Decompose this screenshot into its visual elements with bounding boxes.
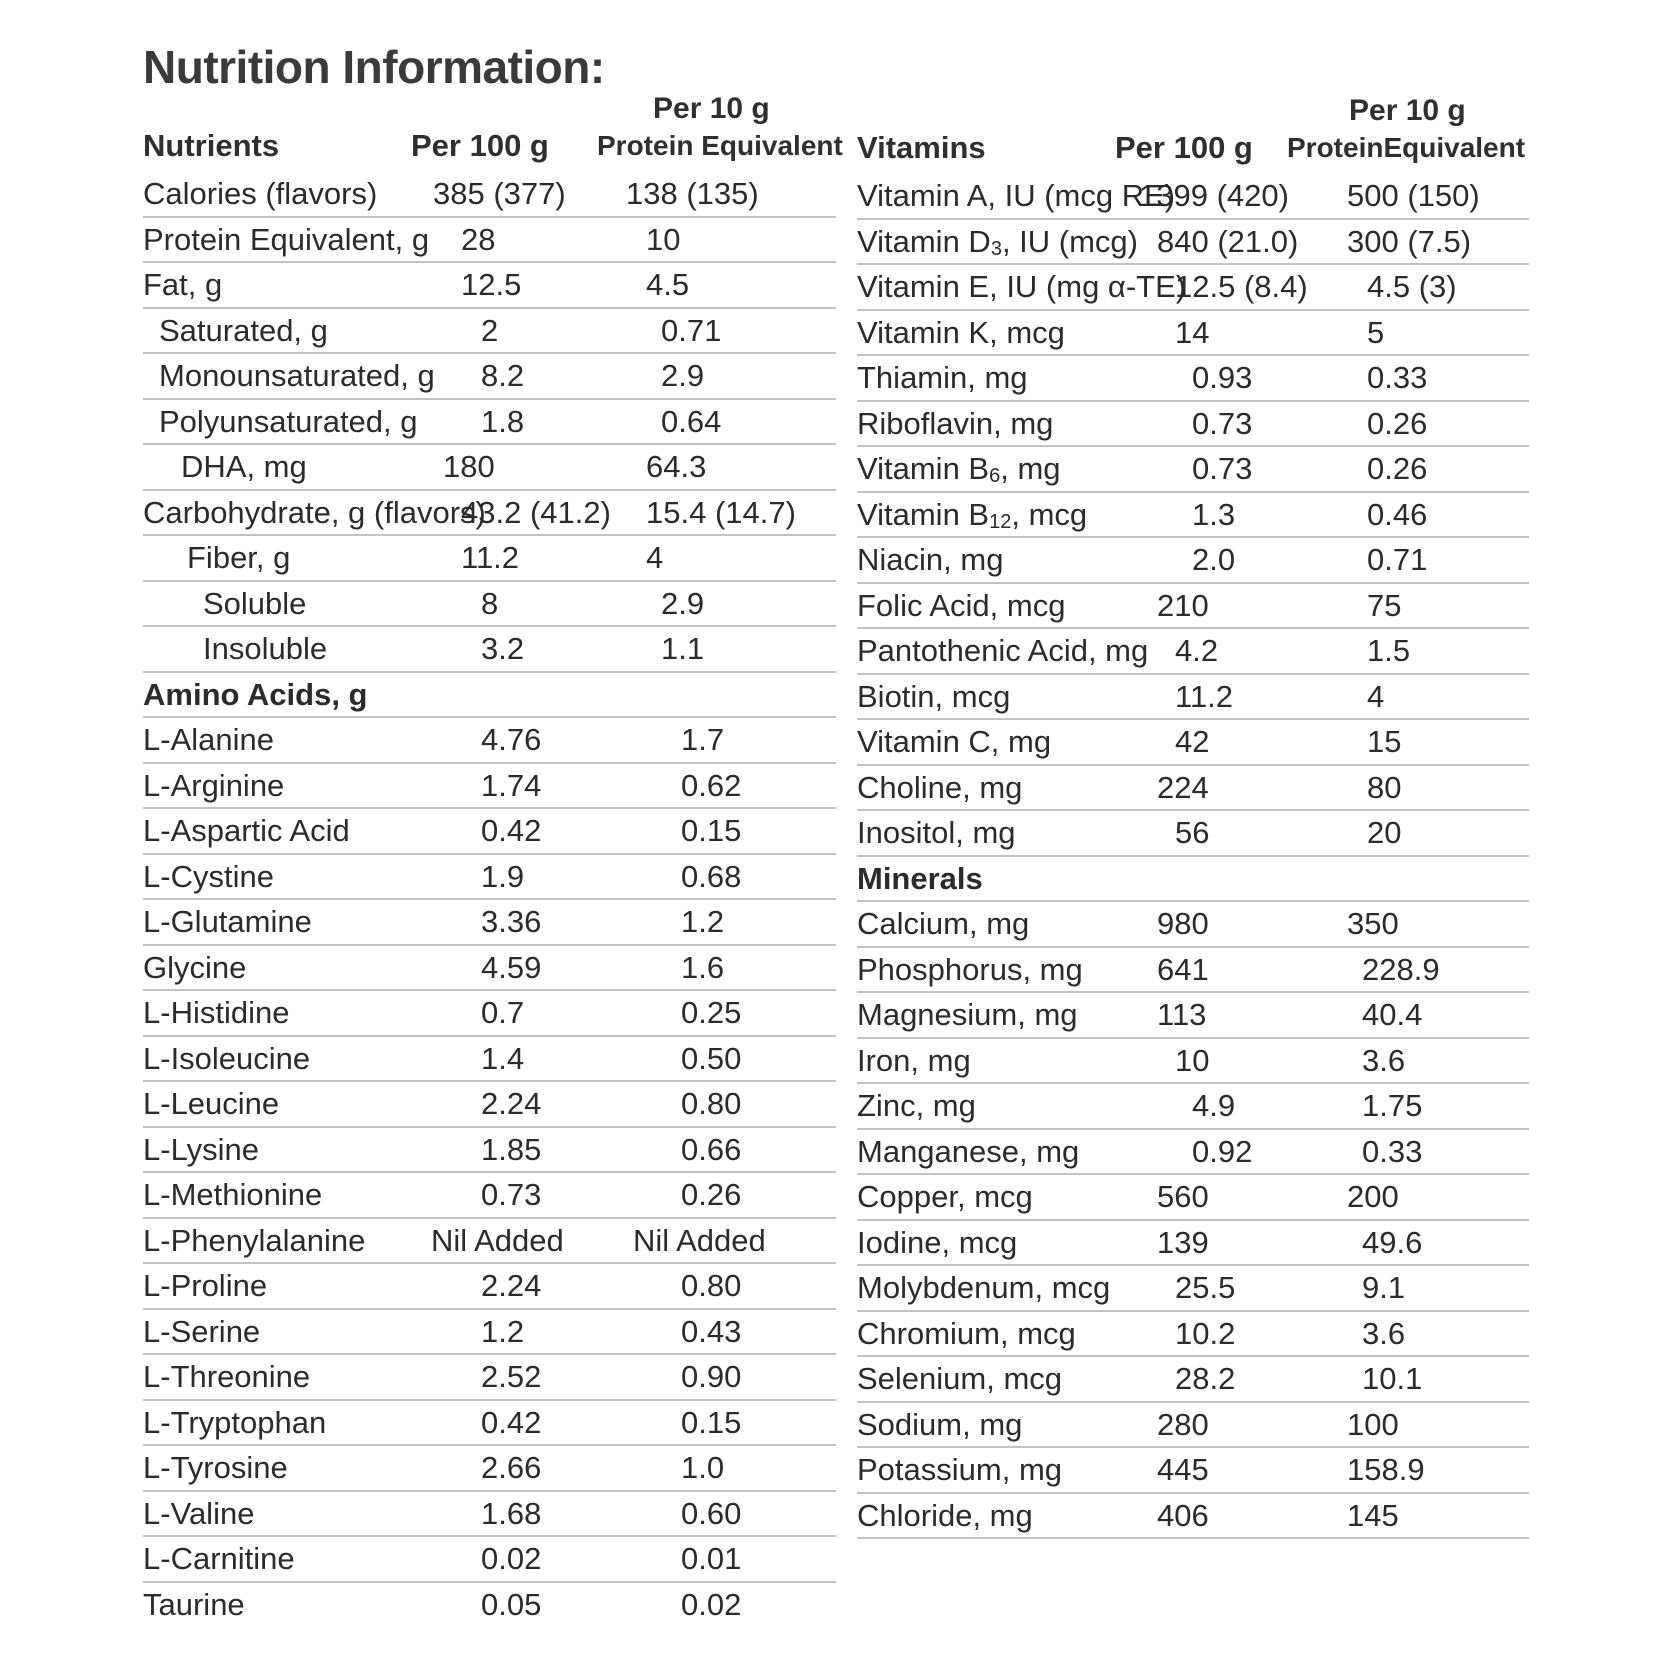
protein-equivalent-column-header: Protein Equivalent (597, 130, 843, 161)
per-10g-value: 0.01 (681, 1541, 742, 1576)
per-100g-value: 0.7 (481, 995, 525, 1030)
vitamins-table-body (857, 174, 1529, 1539)
per-10g-value: 0.33 (1367, 360, 1428, 395)
row-label-copper-mcg: Copper, mcg (857, 1179, 1033, 1214)
per-10g-value: 1.7 (681, 722, 725, 757)
per-10g-value: 0.90 (681, 1359, 742, 1394)
per-100g-value: 280 (1157, 1406, 1209, 1442)
table-row (857, 1403, 1529, 1449)
nutrients-table-header (143, 92, 843, 172)
per-10g-value: 158.9 (1347, 1452, 1425, 1487)
row-label-dha-mg: DHA, mg (181, 449, 307, 484)
per-10g-value: 0.15 (681, 1404, 742, 1440)
per-100g-value: 406 (1157, 1497, 1209, 1533)
per-10g-value: 1.1 (661, 631, 705, 666)
per-100g-column-header: Per 100 g (411, 128, 549, 163)
per-10g-value: 0.02 (681, 1586, 742, 1622)
row-label-vitamin-d3-iu-mcg: Vitamin $D_3$, IU (mcg) (857, 223, 1138, 260)
table-row (143, 1355, 836, 1401)
row-label-magnesium-mg: Magnesium, mg (857, 997, 1078, 1032)
per-10g-value: 0.25 (681, 995, 742, 1030)
row-label-chloride-mg: Chloride, mg (857, 1497, 1033, 1533)
per-100g-value: 1.9 (481, 858, 525, 894)
table-row (143, 1128, 836, 1174)
per-10g-value: 500 (150) (1347, 178, 1480, 213)
per-100g-value: 139 (1157, 1224, 1209, 1260)
per-100g-value: 8 (481, 585, 499, 621)
per-10g-value: Nil Added (633, 1222, 766, 1258)
row-label-l-methionine: L-Methionine (143, 1177, 323, 1212)
vitamins-table (857, 94, 1529, 1539)
table-row (857, 1357, 1529, 1403)
table-row (143, 1037, 836, 1083)
table-row (857, 447, 1529, 493)
row-label-carbohydrate-g-flavors: Carbohydrate, g (flavors) (143, 494, 486, 530)
table-row (143, 1583, 836, 1629)
row-label-saturated-g: Saturated, g (159, 312, 328, 348)
per-10g-value: 0.26 (681, 1177, 742, 1212)
row-label-minerals: Minerals (857, 860, 983, 896)
table-row (857, 993, 1529, 1039)
per-10g-value: 100 (1347, 1406, 1399, 1442)
table-row (857, 174, 1529, 220)
per-100g-value: 224 (1157, 769, 1209, 805)
page-title: Nutrition Information: (143, 41, 605, 93)
per-100g-value: 1.85 (481, 1131, 542, 1167)
table-row (143, 172, 836, 218)
per-100g-value: Nil Added (431, 1222, 564, 1258)
per-10g-value: 80 (1367, 769, 1402, 805)
row-label-fiber-g: Fiber, g (187, 540, 291, 575)
table-row (143, 1446, 836, 1492)
table-row (143, 536, 836, 582)
row-label-fat-g: Fat, g (143, 267, 223, 302)
row-label-l-threonine: L-Threonine (143, 1359, 311, 1394)
section-header-row (857, 857, 1529, 903)
per-100g-value: 1.8 (481, 403, 525, 439)
per-10g-value: 0.15 (681, 813, 742, 848)
per-100g-value: 113 (1157, 997, 1207, 1032)
per-100g-value: 0.93 (1192, 360, 1253, 395)
row-label-protein-equivalent-g: Protein Equivalent, g (143, 221, 430, 257)
per-100g-value: 25.5 (1175, 1270, 1236, 1305)
row-label-inositol-mg: Inositol, mg (857, 815, 1016, 850)
table-row (857, 311, 1529, 357)
per-100g-value: 560 (1157, 1179, 1209, 1214)
row-label-phosphorus-mg: Phosphorus, mg (857, 951, 1083, 987)
table-row (857, 902, 1529, 948)
row-label-l-lysine: L-Lysine (143, 1131, 260, 1167)
row-label-vitamin-c-mg: Vitamin C, mg (857, 724, 1052, 759)
row-label-soluble: Soluble (203, 585, 307, 621)
per-100g-value: 11.2 (1175, 678, 1234, 714)
per-100g-value: 2 (481, 312, 499, 348)
per-10g-value: 15 (1367, 724, 1402, 759)
table-row (143, 900, 836, 946)
per-10g-value: 0.60 (681, 1495, 742, 1531)
per-100g-value: 1.68 (481, 1495, 542, 1531)
nutrients-table-body (143, 172, 836, 1628)
per-100g-value: 0.73 (1192, 451, 1253, 486)
per-10g-value: 40.4 (1362, 997, 1423, 1032)
per-100g-value: 2.66 (481, 1450, 542, 1485)
per-100g-value: 11.2 (461, 540, 520, 575)
per-10g-value: 4.5 (646, 267, 690, 302)
per-100g-value: 28 (461, 221, 496, 257)
per-100g-value: 0.42 (481, 1404, 542, 1440)
per-10g-value: 0.71 (1367, 542, 1428, 577)
per-10g-value: 64.3 (646, 449, 707, 484)
per-10g-value: 1.75 (1362, 1088, 1423, 1123)
per-100g-value: 1399 (420) (1139, 178, 1289, 213)
table-row (143, 718, 836, 764)
per-10g-value: 75 (1367, 587, 1402, 623)
row-label-vitamin-b12-mcg: Vitamin $B_{12}$, mcg (857, 496, 1088, 533)
table-row (857, 675, 1529, 721)
table-row (143, 1310, 836, 1356)
row-label-l-carnitine: L-Carnitine (143, 1541, 295, 1576)
row-label-l-isoleucine: L-Isoleucine (143, 1040, 311, 1076)
section-header-row (143, 673, 836, 719)
table-row (143, 991, 836, 1037)
per-100g-value: 4.59 (481, 949, 542, 985)
per-10g-value: 350 (1347, 906, 1399, 941)
table-row (143, 445, 836, 491)
per-100g-value: 42 (1175, 724, 1210, 759)
per-10g-value: 2.9 (661, 358, 705, 393)
per-100g-value: 1.74 (481, 767, 542, 803)
row-label-vitamin-a-iu-mcg-re: Vitamin A, IU (mcg RE) (857, 178, 1176, 213)
per-10g-value: 1.0 (681, 1450, 725, 1485)
table-row (857, 948, 1529, 994)
row-label-polyunsaturated-g: Polyunsaturated, g (159, 403, 418, 439)
table-row (857, 766, 1529, 812)
per-10g-value: 0.33 (1362, 1133, 1423, 1169)
row-label-vitamin-b6-mg: Vitamin $B_6$, mg (857, 451, 1061, 487)
row-label-l-leucine: L-Leucine (143, 1086, 280, 1121)
per-100g-value: 3.2 (481, 631, 525, 666)
row-label-l-tyrosine: L-Tyrosine (143, 1450, 288, 1485)
row-label-l-alanine: L-Alanine (143, 722, 274, 757)
row-label-pantothenic-acid-mg: Pantothenic Acid, mg (857, 633, 1149, 668)
per-10g-value: 0.62 (681, 767, 742, 803)
per-100g-value: 0.73 (481, 1177, 542, 1212)
per-100g-value: 10.2 (1175, 1315, 1236, 1351)
per-100g-value: 10 (1175, 1042, 1210, 1078)
per-100g-value: 385 (377) (433, 176, 566, 211)
per-100g-value: 0.92 (1192, 1133, 1253, 1169)
per-100g-value: 43.2 (41.2) (461, 494, 611, 530)
table-row (857, 1175, 1529, 1221)
row-label-molybdenum-mcg: Molybdenum, mcg (857, 1270, 1111, 1305)
row-label-calcium-mg: Calcium, mg (857, 906, 1030, 941)
table-row (143, 627, 836, 673)
table-row (143, 1492, 836, 1538)
per-100g-value: 210 (1157, 587, 1209, 623)
per-10g-value: 138 (135) (626, 176, 759, 211)
table-row (143, 764, 836, 810)
per-10g-value: 1.5 (1367, 633, 1411, 668)
table-row (857, 1130, 1529, 1176)
table-row (143, 1082, 836, 1128)
per-10g-value: 0.26 (1367, 405, 1428, 441)
table-row (857, 720, 1529, 766)
per-10g-value: 4 (646, 540, 664, 575)
per-10g-value: 10.1 (1362, 1361, 1423, 1396)
per-10g-value: 5 (1367, 314, 1385, 350)
per-100g-value: 0.05 (481, 1586, 542, 1622)
table-row (143, 1219, 836, 1265)
table-row (857, 1221, 1529, 1267)
row-label-sodium-mg: Sodium, mg (857, 1406, 1023, 1442)
per-10g-column-header: Per 10 g (1349, 94, 1466, 127)
per-10g-value: 0.46 (1367, 496, 1428, 532)
table-row (143, 491, 836, 537)
per-100g-value: 4.2 (1175, 633, 1219, 668)
per-100g-value: 12.5 (8.4) (1175, 269, 1308, 304)
table-row (143, 1401, 836, 1447)
per-10g-value: 49.6 (1362, 1224, 1423, 1260)
per-10g-column-header: Per 10 g (653, 92, 770, 125)
row-label-iodine-mcg: Iodine, mcg (857, 1224, 1018, 1260)
table-row (857, 1039, 1529, 1085)
row-label-iron-mg: Iron, mg (857, 1042, 971, 1078)
row-label-l-glutamine: L-Glutamine (143, 904, 312, 939)
row-label-monounsaturated-g: Monounsaturated, g (159, 358, 435, 393)
table-row (143, 946, 836, 992)
per-100g-value: 2.0 (1192, 542, 1236, 577)
row-label-insoluble: Insoluble (203, 631, 328, 666)
per-100g-value: 180 (443, 449, 495, 484)
per-10g-value: 0.68 (681, 858, 742, 894)
per-10g-value: 3.6 (1362, 1042, 1406, 1078)
row-label-zinc-mg: Zinc, mg (857, 1088, 976, 1123)
table-row (143, 1173, 836, 1219)
table-row (857, 629, 1529, 675)
per-100g-value: 1.2 (481, 1313, 525, 1349)
row-label-calories-flavors: Calories (flavors) (143, 176, 378, 211)
per-100g-value: 56 (1175, 815, 1210, 850)
row-label-chromium-mcg: Chromium, mcg (857, 1315, 1076, 1351)
per-10g-value: 20 (1367, 815, 1402, 850)
row-label-selenium-mcg: Selenium, mcg (857, 1361, 1063, 1396)
table-row (143, 855, 836, 901)
table-row (857, 220, 1529, 266)
row-label-l-proline: L-Proline (143, 1268, 268, 1303)
per-10g-value: 0.26 (1367, 451, 1428, 486)
per-10g-value: 0.71 (661, 312, 722, 348)
row-label-l-histidine: L-Histidine (143, 995, 290, 1030)
per-10g-value: 0.43 (681, 1313, 742, 1349)
row-label-vitamin-k-mcg: Vitamin K, mcg (857, 314, 1065, 350)
per-100g-value: 840 (21.0) (1157, 223, 1299, 259)
table-row (143, 809, 836, 855)
table-row (143, 1537, 836, 1583)
per-10g-value: 2.9 (661, 585, 705, 621)
table-row (143, 218, 836, 264)
table-row (143, 400, 836, 446)
row-label-l-phenylalanine: L-Phenylalanine (143, 1222, 366, 1258)
per-100g-column-header: Per 100 g (1115, 130, 1253, 165)
table-row (857, 1084, 1529, 1130)
per-100g-value: 2.52 (481, 1359, 542, 1394)
table-row (857, 538, 1529, 584)
per-100g-value: 0.73 (1192, 405, 1253, 441)
per-100g-value: 4.9 (1192, 1088, 1236, 1123)
per-10g-value: 1.2 (681, 904, 725, 939)
table-row (143, 1264, 836, 1310)
per-10g-value: 4 (1367, 678, 1385, 714)
per-100g-value: 980 (1157, 906, 1209, 941)
per-100g-value: 2.24 (481, 1086, 542, 1121)
per-10g-value: 0.80 (681, 1086, 742, 1121)
per-10g-value: 3.6 (1362, 1315, 1406, 1351)
per-10g-value: 0.66 (681, 1131, 742, 1167)
row-label-l-tryptophan: L-Tryptophan (143, 1404, 327, 1440)
per-100g-value: 445 (1157, 1452, 1209, 1487)
vitamins-table-header (857, 94, 1529, 174)
per-10g-value: 10 (646, 221, 681, 257)
row-label-l-serine: L-Serine (143, 1313, 261, 1349)
row-label-niacin-mg: Niacin, mg (857, 542, 1004, 577)
per-10g-value: 9.1 (1362, 1270, 1406, 1305)
per-100g-value: 12.5 (461, 267, 522, 302)
table-row (143, 354, 836, 400)
per-10g-value: 228.9 (1362, 951, 1440, 987)
per-10g-value: 4.5 (3) (1367, 269, 1457, 304)
per-100g-value: 8.2 (481, 358, 525, 393)
row-label-l-valine: L-Valine (143, 1495, 255, 1531)
per-10g-value: 300 (7.5) (1347, 223, 1472, 259)
table-row (857, 1312, 1529, 1358)
per-10g-value: 0.64 (661, 403, 722, 439)
row-label-taurine: Taurine (143, 1586, 245, 1622)
per-10g-value: 0.80 (681, 1268, 742, 1303)
per-10g-value: 0.50 (681, 1040, 742, 1076)
per-100g-value: 3.36 (481, 904, 542, 939)
protein-equivalent-column-header: ProteinEquivalent (1287, 132, 1526, 163)
row-label-folic-acid-mcg: Folic Acid, mcg (857, 587, 1066, 623)
row-label-manganese-mg: Manganese, mg (857, 1133, 1080, 1169)
per-100g-value: 1.3 (1192, 496, 1236, 532)
per-100g-value: 641 (1157, 951, 1209, 987)
table-row (857, 1266, 1529, 1312)
per-10g-value: 1.6 (681, 949, 725, 985)
per-10g-value: 145 (1347, 1497, 1399, 1533)
table-row (857, 402, 1529, 448)
row-label-biotin-mcg: Biotin, mcg (857, 678, 1011, 714)
row-label-l-aspartic-acid: L-Aspartic Acid (143, 813, 350, 848)
row-label-choline-mg: Choline, mg (857, 769, 1023, 805)
table-row (857, 1494, 1529, 1540)
row-label-vitamin-e-iu-mg-te: Vitamin E, IU (mg α-TE) (857, 269, 1187, 304)
row-label-glycine: Glycine (143, 949, 247, 985)
row-label-riboflavin-mg: Riboflavin, mg (857, 405, 1054, 441)
per-10g-value: 200 (1347, 1179, 1399, 1214)
per-100g-value: 0.02 (481, 1541, 542, 1576)
row-label-l-arginine: L-Arginine (143, 767, 285, 803)
table-row (857, 356, 1529, 402)
per-100g-value: 2.24 (481, 1268, 542, 1303)
nutrients-table (143, 92, 843, 1628)
table-row (143, 582, 836, 628)
row-label-amino-acids-g: Amino Acids, g (143, 676, 368, 712)
per-100g-value: 14 (1175, 314, 1210, 350)
table-row (857, 265, 1529, 311)
table-row (857, 811, 1529, 857)
table-row (857, 493, 1529, 539)
vitamins-column-header: Vitamins (857, 130, 986, 165)
table-row (857, 584, 1529, 630)
table-row (143, 309, 836, 355)
per-10g-value: 15.4 (14.7) (646, 494, 796, 530)
table-row (857, 1448, 1529, 1494)
row-label-potassium-mg: Potassium, mg (857, 1452, 1063, 1487)
per-100g-value: 1.4 (481, 1040, 525, 1076)
row-label-l-cystine: L-Cystine (143, 858, 274, 894)
per-100g-value: 0.42 (481, 813, 542, 848)
per-100g-value: 28.2 (1175, 1361, 1236, 1396)
per-100g-value: 4.76 (481, 722, 542, 757)
nutrients-column-header: Nutrients (143, 128, 280, 163)
row-label-thiamin-mg: Thiamin, mg (857, 360, 1028, 395)
table-row (143, 263, 836, 309)
